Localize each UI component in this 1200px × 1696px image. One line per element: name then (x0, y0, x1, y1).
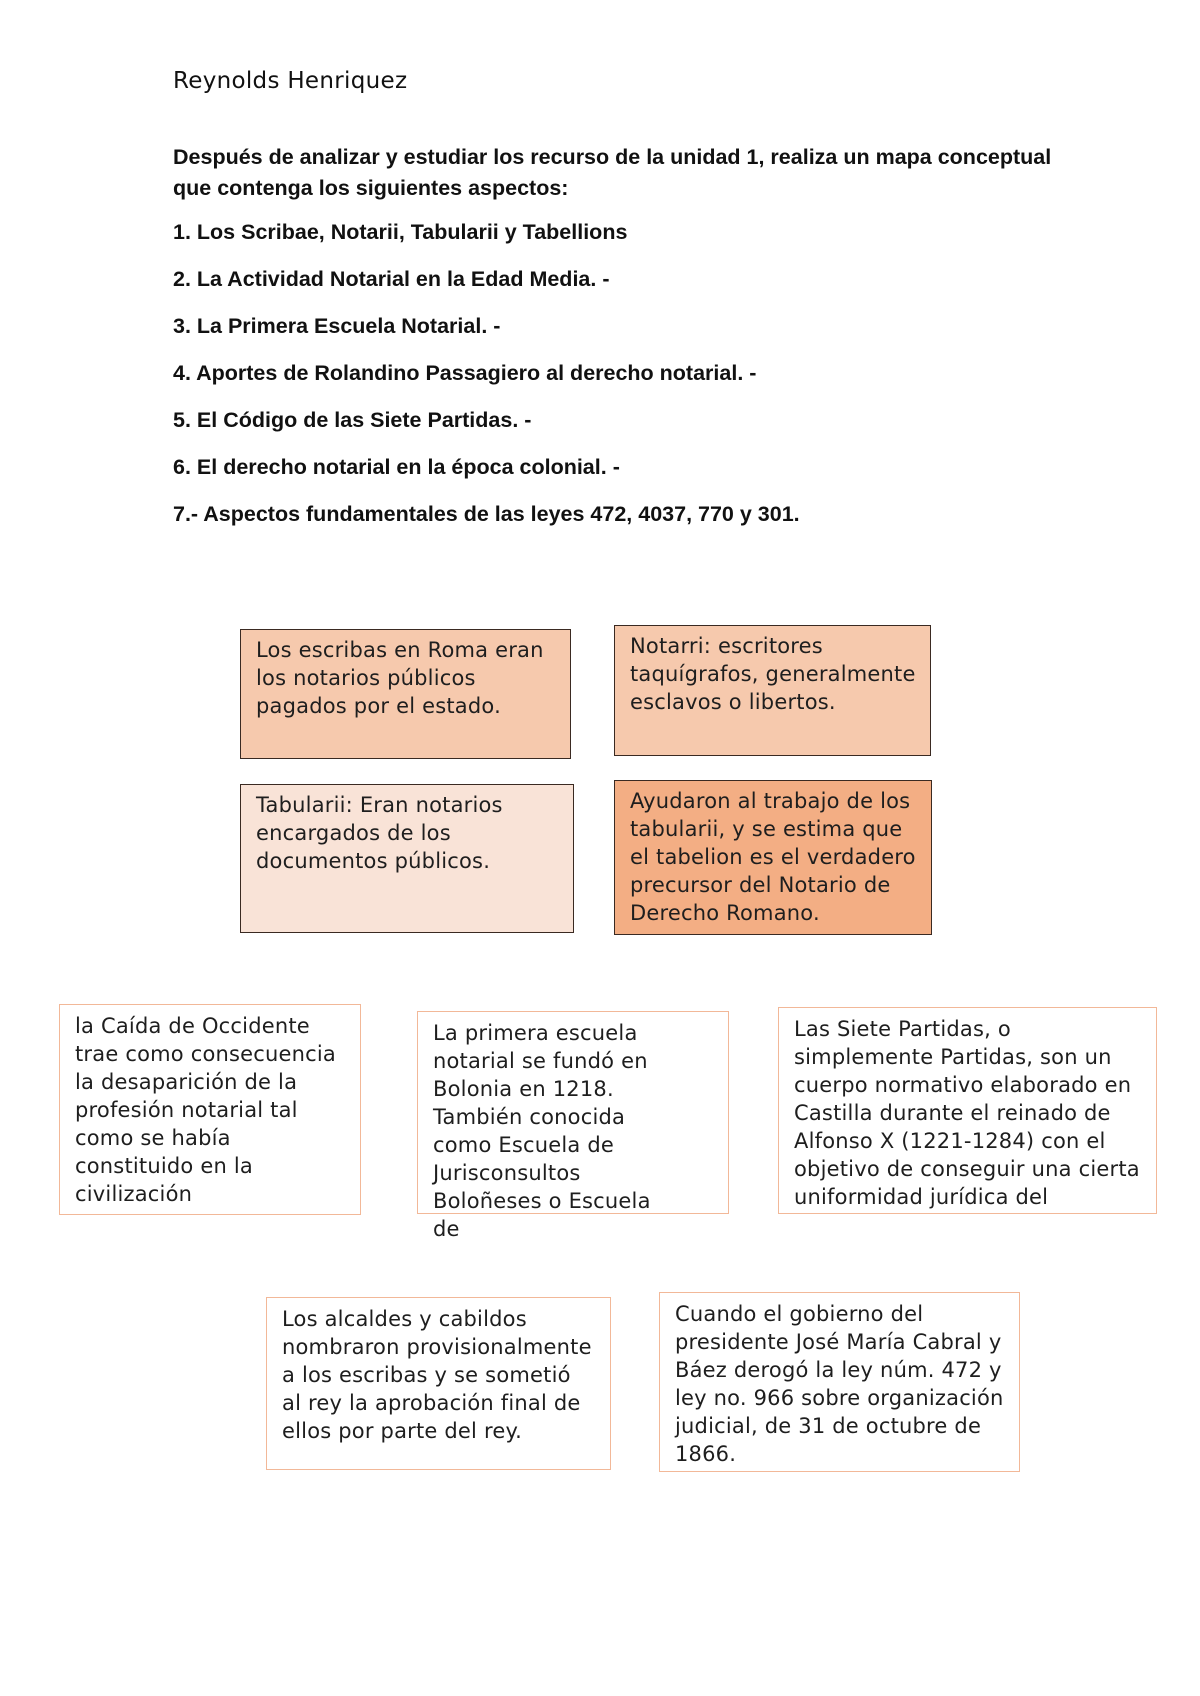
concept-box-primera-escuela (417, 1011, 729, 1241)
concept-box-text: Cuando el gobierno del presidente José María Cabral y Báez derogó la ley núm. 472 y ley no. 966 sobre organización judicial, de 31 de octubre de 1866. (675, 1302, 1004, 1466)
concept-box-text: Las Siete Partidas, o simplemente Partidas, son un cuerpo normativo elaborado en Castilla durante el reinado de Alfonso X (1221-1284) con el objetivo de conseguir una cierta uniformidad jurídica del (794, 1017, 1140, 1209)
concept-box-edad-media (59, 1004, 361, 1215)
concept-box-colonial (266, 1297, 611, 1470)
concept-box-siete-partidas (778, 1007, 1157, 1214)
concept-box-text: Notarri: escritores taquígrafos, generalmente esclavos o libertos. (630, 634, 916, 714)
concept-box-text: Los alcaldes y cabildos nombraron provisionalmente a los escribas y se sometió al rey la aprobación final de ellos por parte del rey. (282, 1307, 592, 1443)
concept-box-notarii (614, 625, 931, 756)
list-item: 2. La Actividad Notarial en la Edad Media. - (173, 267, 610, 291)
concept-box-leyes (659, 1292, 1020, 1472)
concept-box-scribae (240, 629, 571, 759)
concept-box-text: la Caída de Occidente trae como consecuencia la desaparición de la profesión notarial tal como se había constituido en la civilización (75, 1014, 337, 1206)
author-name: Reynolds Henriquez (173, 68, 408, 94)
concept-box-text: Los escribas en Roma eran los notarios públicos pagados por el estado. (256, 638, 544, 718)
list-item: 3. La Primera Escuela Notarial. - (173, 314, 501, 338)
concept-box-text: Ayudaron al trabajo de los tabularii, y se estima que el tabelion es el verdadero precursor del Notario de Derecho Romano. (630, 789, 916, 925)
concept-box-tabellions (614, 780, 932, 935)
list-item: 5. El Código de las Siete Partidas. - (173, 408, 532, 432)
instructions-text: Después de analizar y estudiar los recurso de la unidad 1, realiza un mapa conceptual que contenga los siguientes aspectos: (173, 145, 1052, 200)
list-item: 4. Aportes de Rolandino Passagiero al derecho notarial. - (173, 361, 757, 385)
list-item: 1. Los Scribae, Notarii, Tabularii y Tabellions (173, 220, 628, 244)
concept-box-text: Tabularii: Eran notarios encargados de los documentos públicos. (256, 793, 503, 873)
list-item: 6. El derecho notarial en la época colonial. - (173, 455, 620, 479)
aspects-list (173, 217, 1073, 546)
list-item: 7.- Aspectos fundamentales de las leyes 472, 4037, 770 y 301. (173, 502, 800, 526)
concept-box-tabularii (240, 784, 574, 933)
concept-box-text: La primera escuela notarial se fundó en Bolonia en 1218. También conocida como Escuela de Jurisconsultos Boloñeses o Escuela de (433, 1021, 651, 1241)
